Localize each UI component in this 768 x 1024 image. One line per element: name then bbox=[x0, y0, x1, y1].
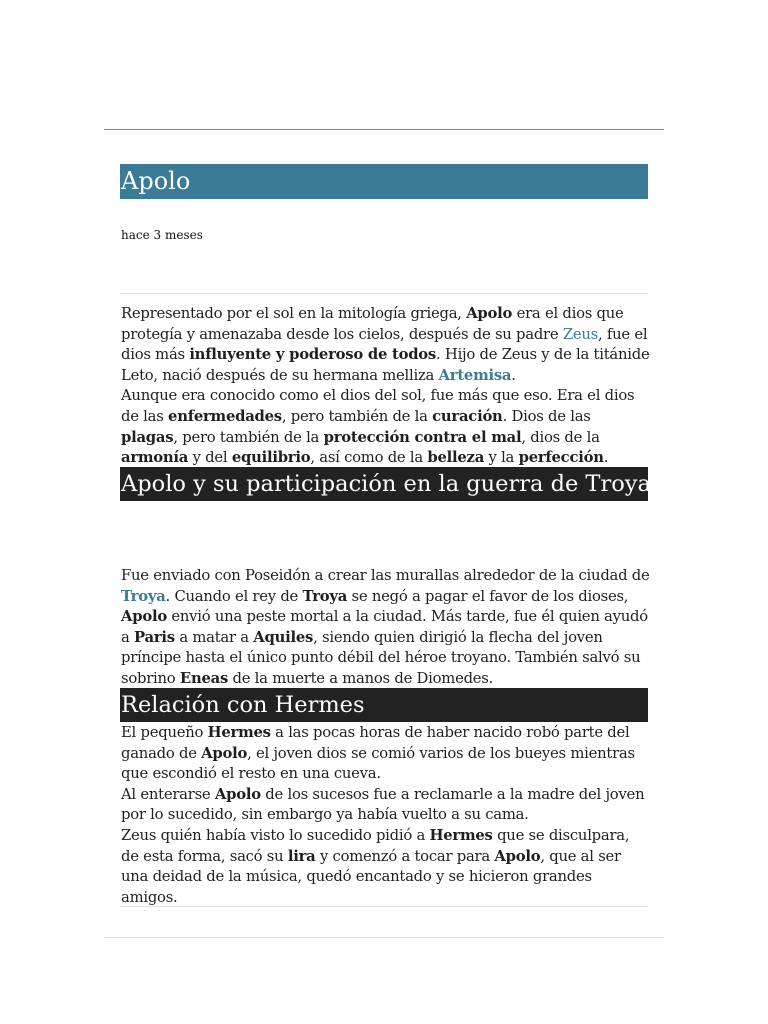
bold-term: curación bbox=[432, 407, 503, 425]
text-run: El pequeño bbox=[121, 724, 208, 741]
bold-term: influyente y poderoso de todos bbox=[189, 346, 437, 364]
bold-term: belleza bbox=[427, 449, 485, 467]
text-run: , que al ser una deidad de la música, quedó encantado y se hicieron grandes amigos. bbox=[121, 847, 621, 906]
text-run: y del bbox=[188, 449, 232, 467]
bold-term: Apolo bbox=[214, 785, 261, 803]
bold-term: equilibrio bbox=[231, 449, 311, 467]
text-run: , así como de la bbox=[310, 449, 428, 467]
text-run: a las pocas horas de haber nacido robó parte del ganado de bbox=[121, 724, 630, 762]
bold-term: Aquiles bbox=[253, 628, 314, 646]
section-heading-troya: Apolo y su participación en la guerra de Troya bbox=[120, 467, 648, 501]
bold-term: Apolo bbox=[494, 847, 541, 865]
text-run: Al enterarse bbox=[121, 785, 215, 803]
bold-term: protección contra el mal bbox=[323, 428, 522, 446]
text-run: de los sucesos fue a reclamarle a la madre del joven por lo sucedido, sin embargo ya había vuelto a su cama. bbox=[121, 785, 645, 824]
text-run: Fue enviado con Poseidón a crear las murallas alrededor de la ciudad de bbox=[121, 567, 650, 584]
section-heading-hermes: Relación con Hermes bbox=[120, 688, 648, 722]
text-run: era el dios que protegía y amenazaba desde los cielos, después de su padre bbox=[121, 305, 624, 343]
text-run: Zeus quién había visto lo sucedido pidió a bbox=[121, 826, 430, 844]
text-run: , dios de la bbox=[521, 428, 600, 446]
text-run: . Dios de las bbox=[502, 407, 591, 425]
inline-link[interactable]: Troya bbox=[121, 587, 166, 605]
hermes-paragraph bbox=[121, 723, 651, 908]
text-run: Representado por el sol en la mitología griega, bbox=[121, 305, 467, 322]
text-run: y comenzó a tocar para bbox=[315, 847, 495, 865]
bold-term: perfección bbox=[518, 449, 604, 467]
text-run: , el joven dios se comió varios de los bueyes mientras que escondió el resto en una cueva. bbox=[121, 744, 635, 783]
post-date: hace 3 meses bbox=[121, 228, 203, 242]
top-divider bbox=[104, 129, 664, 130]
bold-term: plagas bbox=[121, 428, 174, 446]
text-run: de la muerte a manos de Diomedes. bbox=[228, 669, 494, 687]
troya-paragraph bbox=[121, 566, 651, 690]
text-run: , fue el dios más bbox=[121, 325, 648, 364]
content-divider bbox=[120, 906, 648, 907]
bold-term: Eneas bbox=[179, 669, 229, 687]
bold-term: Hermes bbox=[207, 724, 271, 741]
text-run: . Hijo de Zeus y de la titánide Leto, nació después de su hermana melliza bbox=[121, 346, 650, 384]
text-run: , pero también de la bbox=[173, 428, 324, 446]
text-run: , pero también de la bbox=[281, 407, 433, 425]
text-run: . bbox=[511, 366, 516, 384]
text-run: se negó a pagar el favor de los dioses, bbox=[347, 587, 629, 605]
date-divider bbox=[120, 293, 648, 294]
bold-term: Apolo bbox=[121, 608, 167, 626]
inline-link[interactable]: Artemisa bbox=[438, 366, 512, 384]
bold-term: Paris bbox=[134, 628, 175, 646]
text-run: y la bbox=[484, 449, 519, 467]
inline-link[interactable]: Zeus bbox=[562, 325, 598, 343]
bold-term: Troya bbox=[302, 587, 348, 605]
bold-term: enfermedades bbox=[168, 407, 282, 425]
article-title: Apolo bbox=[120, 164, 648, 199]
bold-term: Apolo bbox=[466, 305, 513, 322]
text-run: que se disculpara, de esta forma, sacó su bbox=[121, 826, 630, 865]
text-run: , siendo quien dirigió la flecha del joven príncipe hasta el único punto débil del héroe troyano. También salvó su sobrino bbox=[121, 628, 641, 687]
text-run: Aunque era conocido como el dios del sol, fue más que eso. Era el dios de las bbox=[121, 387, 635, 425]
bottom-divider bbox=[104, 937, 664, 938]
text-run: a matar a bbox=[174, 628, 254, 646]
intro-paragraph bbox=[121, 304, 651, 469]
text-run: . Cuando el rey de bbox=[165, 587, 303, 605]
bold-term: lira bbox=[287, 847, 316, 865]
text-run: . bbox=[603, 449, 609, 467]
bold-term: armonía bbox=[121, 449, 189, 467]
bold-term: Apolo bbox=[201, 744, 248, 762]
text-run: envió una peste mortal a la ciudad. Más tarde, fue él quien ayudó a bbox=[121, 608, 648, 646]
bold-term: Hermes bbox=[429, 826, 493, 844]
